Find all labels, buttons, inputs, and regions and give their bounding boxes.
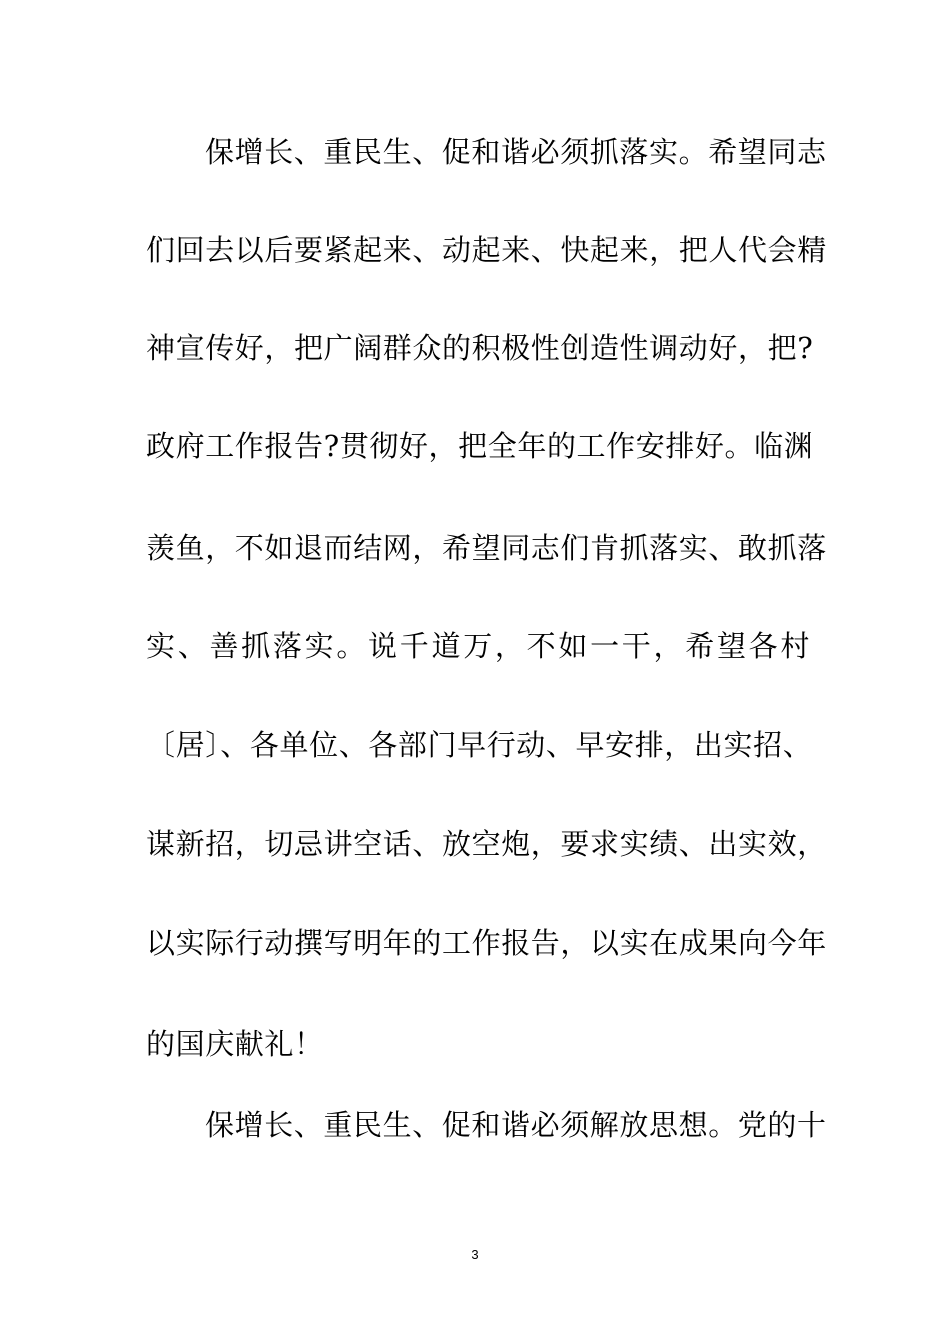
paragraph-line: 以实际行动撰写明年的工作报告，以实在成果向今年 (146, 926, 827, 960)
paragraph-line: 政府工作报告?贯彻好，把全年的工作安排好。临渊 (146, 429, 814, 463)
paragraph-line: 谋新招，切忌讲空话、放空炮，要求实绩、出实效， (146, 827, 827, 861)
page-number: 3 (471, 1247, 479, 1262)
paragraph-line: 保增长、重民生、促和谐必须抓落实。希望同志 (205, 135, 827, 169)
paragraph-line: 实、善抓落实。说千道万，不如一干，希望各村 (146, 629, 810, 663)
paragraph-line: 神宣传好，把广阔群众的积极性创造性调动好，把? (146, 331, 814, 365)
paragraph-line: 羡鱼，不如退而结网，希望同志们肯抓落实、敢抓落 (146, 531, 827, 565)
paragraph-line: 〔居〕、各单位、各部门早行动、早安排，出实招、 (146, 728, 813, 762)
paragraph-line: 保增长、重民生、促和谐必须解放思想。党的十 (205, 1108, 827, 1142)
paragraph-line: 们回去以后要紧起来、动起来、快起来，把人代会精 (146, 233, 827, 267)
paragraph-line: 的国庆献礼！ (146, 1027, 324, 1061)
